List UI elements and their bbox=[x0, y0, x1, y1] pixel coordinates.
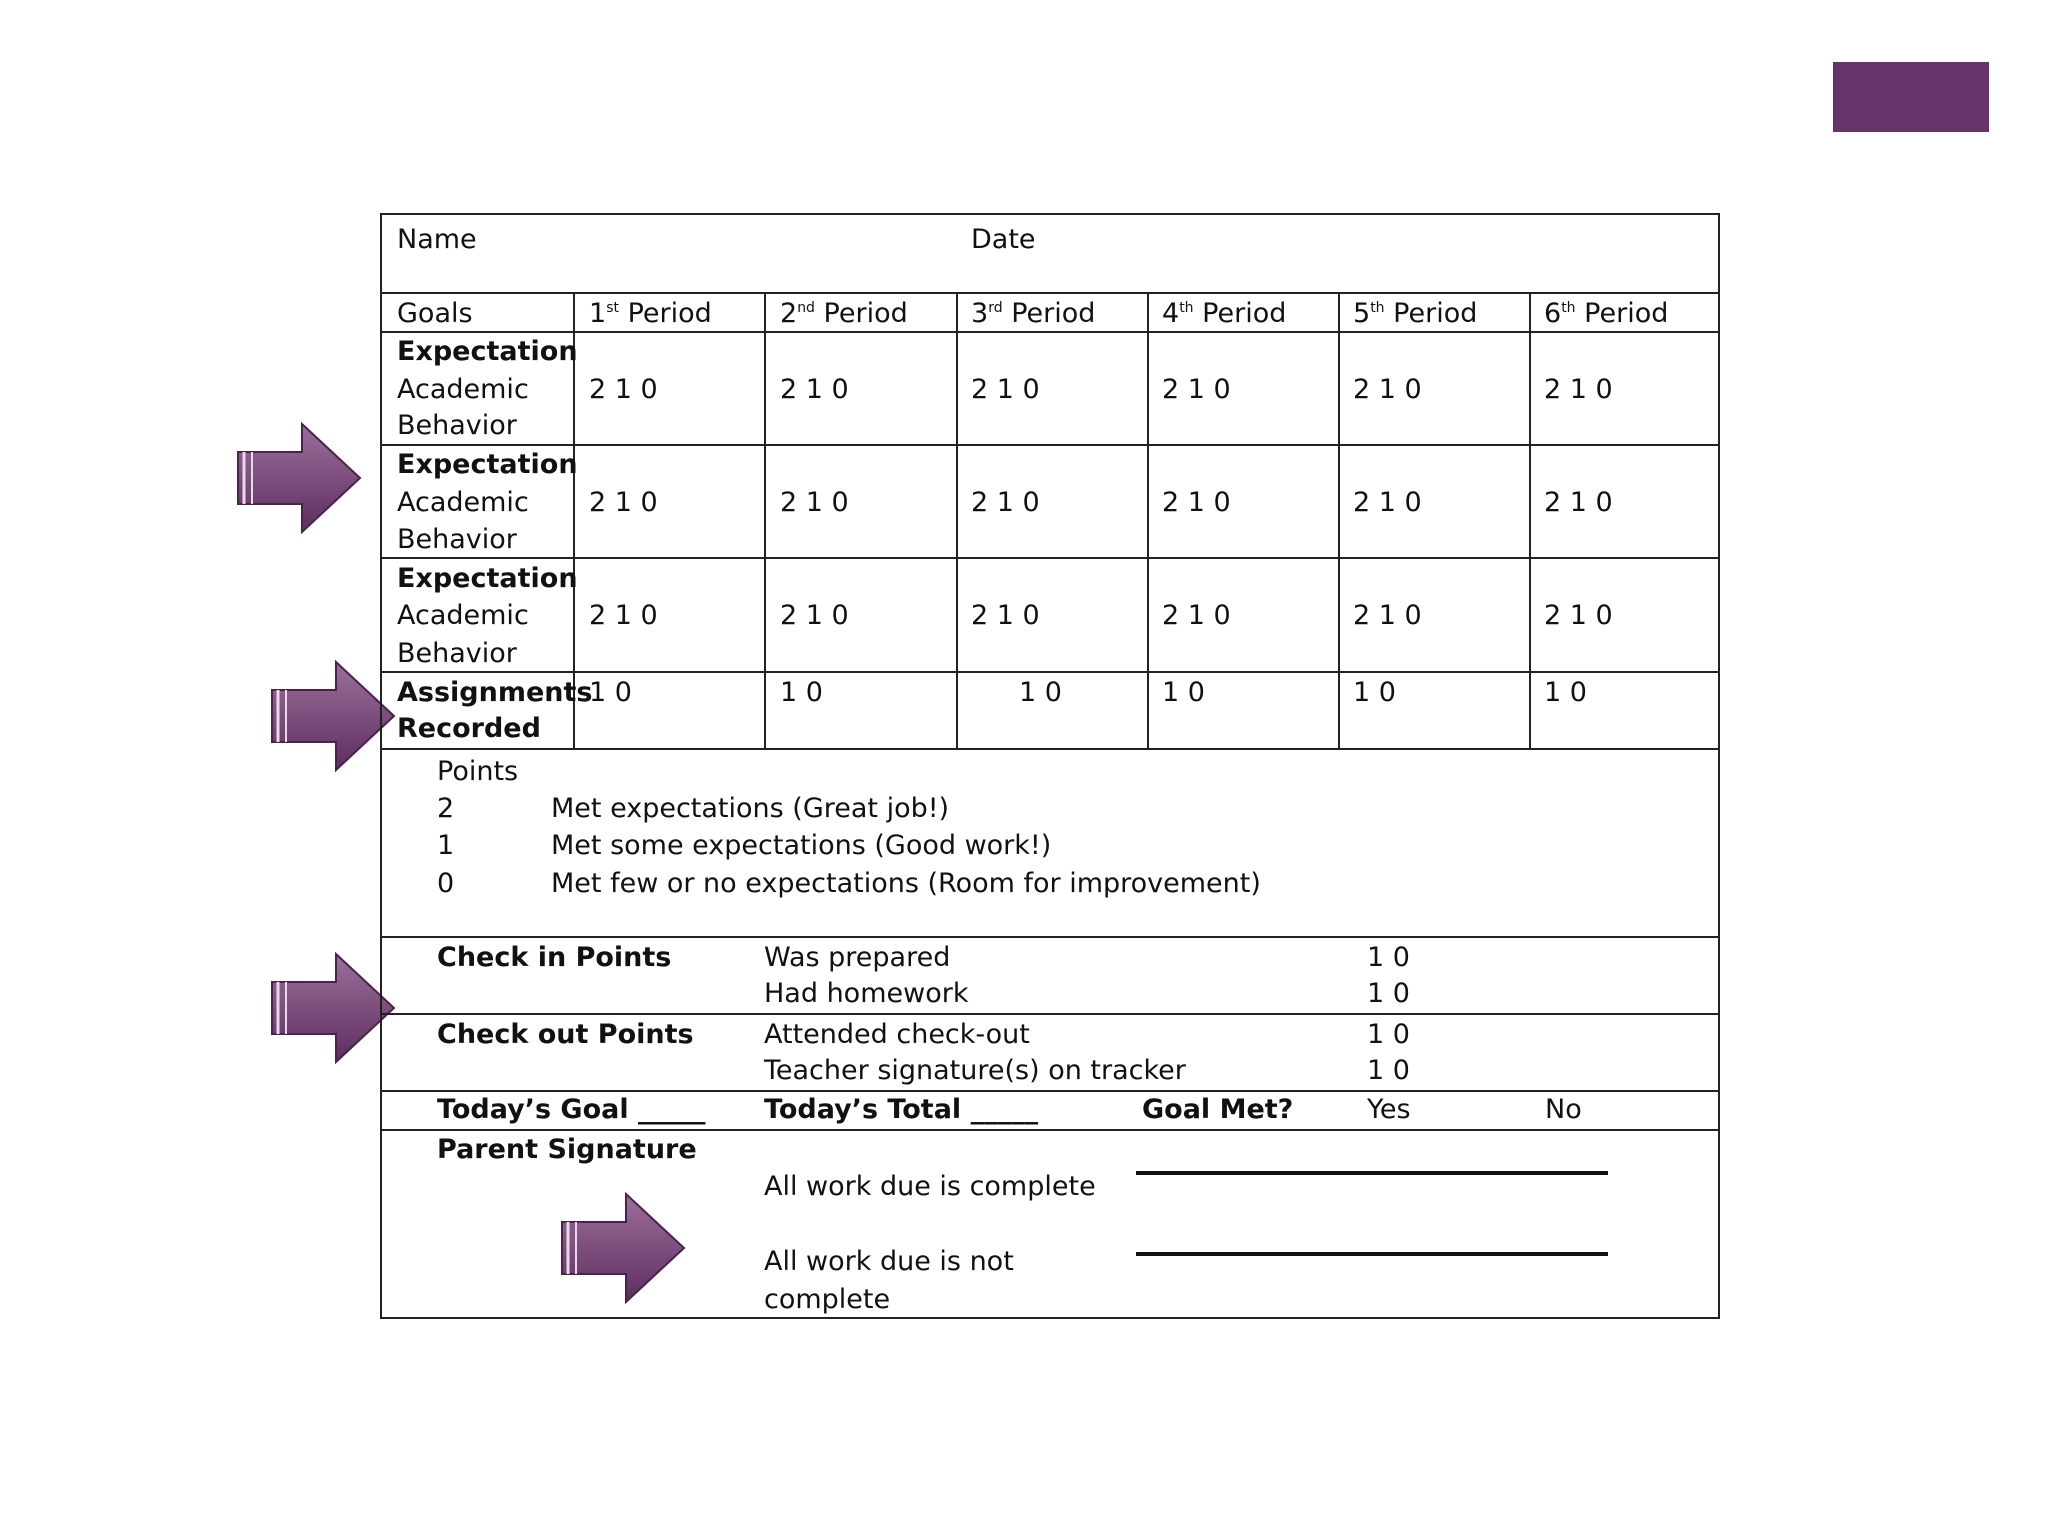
period-header: 1st Period bbox=[589, 298, 712, 329]
recorded-label: Recorded bbox=[397, 713, 541, 744]
score-options[interactable]: 2 1 0 bbox=[1162, 487, 1231, 518]
signature-line-complete[interactable] bbox=[1136, 1171, 1608, 1175]
assignment-score[interactable]: 1 0 bbox=[780, 677, 823, 708]
todays-total[interactable]: Today’s Total _____ bbox=[764, 1094, 1039, 1125]
assignment-score[interactable]: 1 0 bbox=[1544, 677, 1587, 708]
check-in-score[interactable]: 1 0 bbox=[1367, 942, 1410, 973]
period-header: 2nd Period bbox=[780, 298, 908, 329]
goal-met-no[interactable]: No bbox=[1545, 1094, 1582, 1125]
score-options[interactable]: 2 1 0 bbox=[971, 374, 1040, 405]
check-out-label: Check out Points bbox=[437, 1019, 694, 1050]
score-options[interactable]: 2 1 0 bbox=[1162, 600, 1231, 631]
score-options[interactable]: 2 1 0 bbox=[971, 487, 1040, 518]
points-description: Met few or no expectations (Room for improvement) bbox=[551, 868, 1261, 899]
arrow-right-icon bbox=[270, 952, 398, 1064]
check-in-label: Check in Points bbox=[437, 942, 672, 973]
score-options[interactable]: 2 1 0 bbox=[780, 600, 849, 631]
accent-rectangle bbox=[1833, 62, 1989, 132]
expectation-behavior: Behavior bbox=[397, 638, 517, 669]
assignment-score[interactable]: 1 0 bbox=[1353, 677, 1396, 708]
name-label: Name bbox=[397, 224, 477, 255]
parent-signature-label: Parent Signature bbox=[437, 1134, 697, 1165]
check-in-score[interactable]: 1 0 bbox=[1367, 978, 1410, 1009]
expectation-title: Expectation bbox=[397, 449, 578, 480]
assignment-score[interactable]: 1 0 bbox=[589, 677, 632, 708]
expectation-behavior: Behavior bbox=[397, 524, 517, 555]
score-options[interactable]: 2 1 0 bbox=[1544, 374, 1613, 405]
date-label: Date bbox=[971, 224, 1036, 255]
assignment-score[interactable]: 1 0 bbox=[1019, 677, 1062, 708]
period-header: 6th Period bbox=[1544, 298, 1669, 329]
score-options[interactable]: 2 1 0 bbox=[589, 487, 658, 518]
expectation-academic: Academic bbox=[397, 487, 529, 518]
check-out-score[interactable]: 1 0 bbox=[1367, 1019, 1410, 1050]
score-options[interactable]: 2 1 0 bbox=[1544, 487, 1613, 518]
check-out-item: Attended check-out bbox=[764, 1019, 1030, 1050]
points-title: Points bbox=[437, 756, 519, 787]
work-not-complete-label: All work due is not bbox=[764, 1246, 1014, 1277]
assignment-score[interactable]: 1 0 bbox=[1162, 677, 1205, 708]
points-description: Met some expectations (Good work!) bbox=[551, 830, 1052, 861]
score-options[interactable]: 2 1 0 bbox=[780, 487, 849, 518]
goals-header: Goals bbox=[397, 298, 473, 329]
work-complete-label: All work due is complete bbox=[764, 1171, 1096, 1202]
score-options[interactable]: 2 1 0 bbox=[1162, 374, 1231, 405]
check-in-item: Was prepared bbox=[764, 942, 951, 973]
expectation-academic: Academic bbox=[397, 600, 529, 631]
behavior-tracker-form bbox=[380, 213, 1720, 1319]
score-options[interactable]: 2 1 0 bbox=[589, 374, 658, 405]
check-out-item: Teacher signature(s) on tracker bbox=[764, 1055, 1186, 1086]
goal-met-yes[interactable]: Yes bbox=[1367, 1094, 1411, 1125]
score-options[interactable]: 2 1 0 bbox=[1353, 600, 1422, 631]
work-not-complete-label-2: complete bbox=[764, 1284, 891, 1315]
period-header: 4th Period bbox=[1162, 298, 1287, 329]
points-value: 0 bbox=[437, 868, 455, 899]
points-value: 2 bbox=[437, 793, 455, 824]
check-in-item: Had homework bbox=[764, 978, 969, 1009]
check-out-score[interactable]: 1 0 bbox=[1367, 1055, 1410, 1086]
expectation-title: Expectation bbox=[397, 563, 578, 594]
period-header: 3rd Period bbox=[971, 298, 1096, 329]
expectation-behavior: Behavior bbox=[397, 410, 517, 441]
score-options[interactable]: 2 1 0 bbox=[971, 600, 1040, 631]
score-options[interactable]: 2 1 0 bbox=[589, 600, 658, 631]
score-options[interactable]: 2 1 0 bbox=[780, 374, 849, 405]
score-options[interactable]: 2 1 0 bbox=[1353, 487, 1422, 518]
signature-line-not-complete[interactable] bbox=[1136, 1252, 1608, 1256]
goal-met-label: Goal Met? bbox=[1142, 1094, 1294, 1125]
arrow-right-icon bbox=[270, 660, 398, 772]
expectation-academic: Academic bbox=[397, 374, 529, 405]
score-options[interactable]: 2 1 0 bbox=[1353, 374, 1422, 405]
arrow-right-icon bbox=[236, 422, 364, 534]
todays-goal[interactable]: Today’s Goal _____ bbox=[437, 1094, 706, 1125]
points-value: 1 bbox=[437, 830, 455, 861]
points-description: Met expectations (Great job!) bbox=[551, 793, 950, 824]
score-options[interactable]: 2 1 0 bbox=[1544, 600, 1613, 631]
period-header: 5th Period bbox=[1353, 298, 1478, 329]
assignments-label: Assignments bbox=[397, 677, 593, 708]
expectation-title: Expectation bbox=[397, 336, 578, 367]
